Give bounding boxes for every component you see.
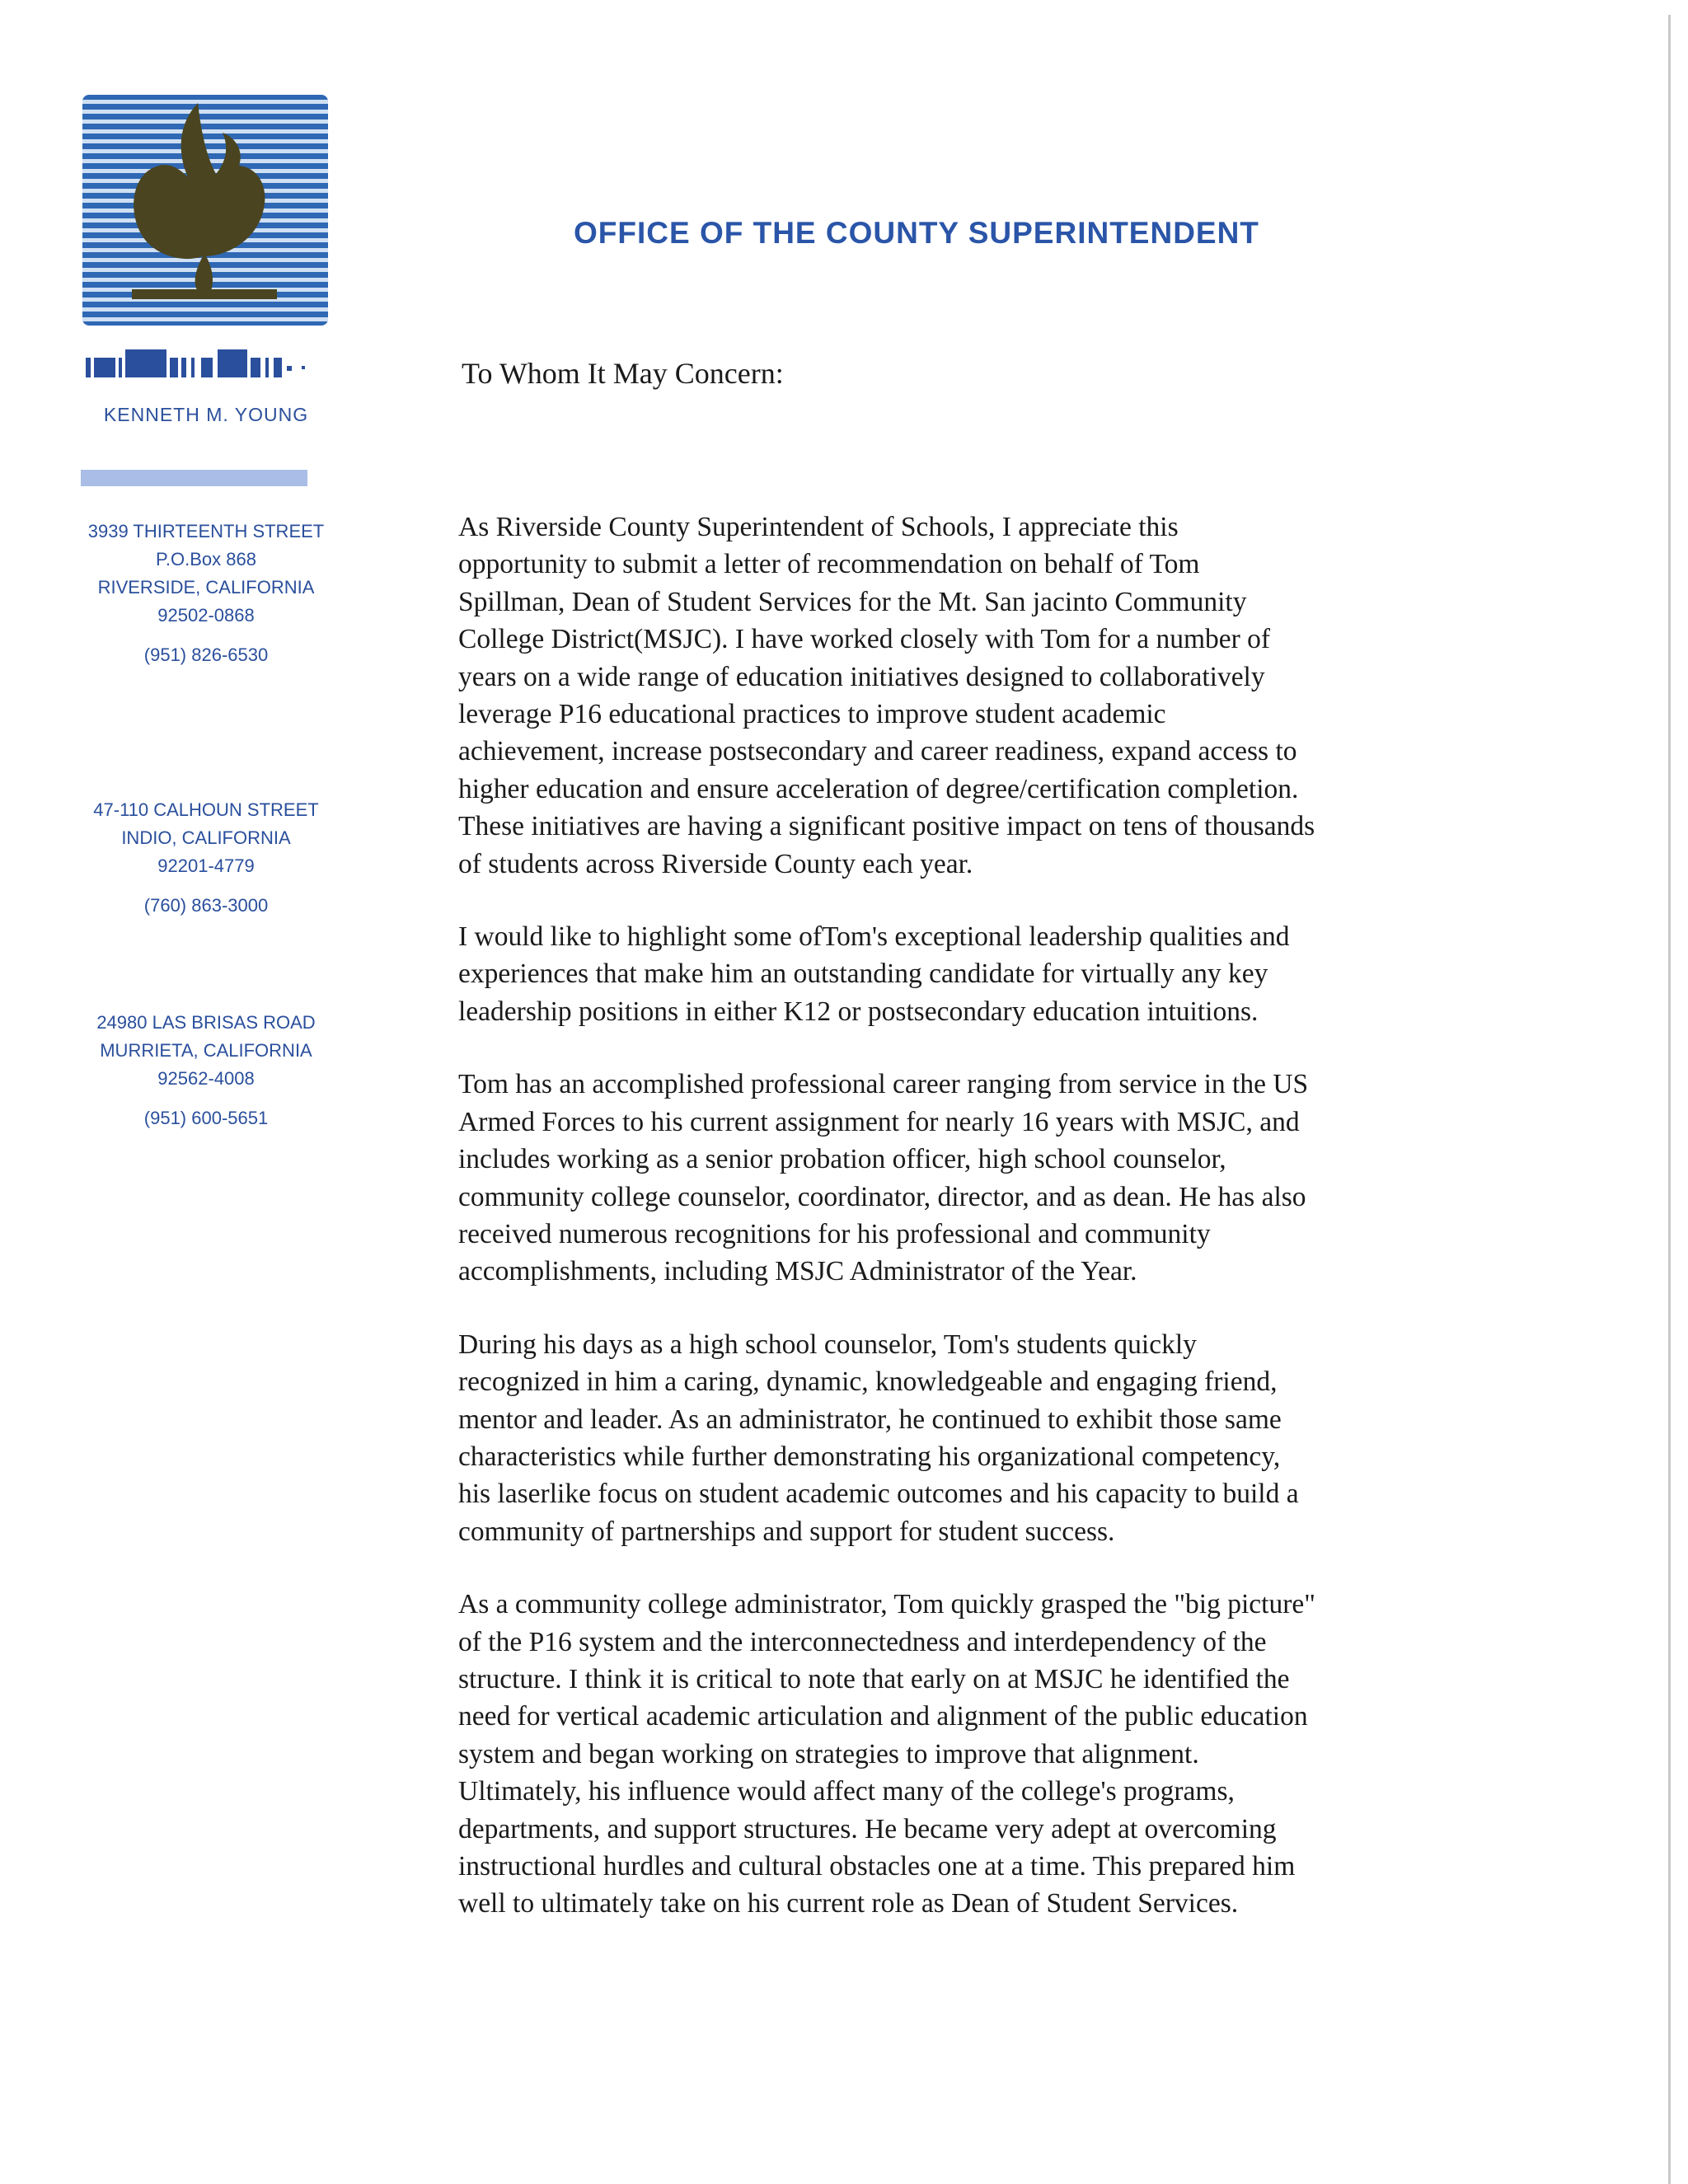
office-murrieta — [66, 1009, 346, 1132]
county-seal-strip — [86, 346, 325, 379]
flame-emblem-icon — [82, 95, 328, 326]
sidebar-divider — [81, 470, 307, 486]
office-street: 47-110 CALHOUN STREET — [93, 799, 319, 820]
office-city: RIVERSIDE, CALIFORNIA — [97, 577, 315, 598]
office-street: 24980 LAS BRISAS ROAD — [96, 1012, 316, 1033]
letterhead-title: OFFICE OF THE COUNTY SUPERINTENDENT — [574, 216, 1259, 250]
letter-paragraph: Tom has an accomplished professional career ranging from service in the US Armed Forces to his current assignment for nearly 16 years with MSJC, and includes working as a senior probation officer, high school counselor, community college counselor, coordinator, director, and as dean. He has also received numerous recognitions for his professional and community accomplishments, including MSJC Administrator of the Year. — [458, 1069, 1309, 1287]
office-zip: 92562-4008 — [157, 1068, 255, 1089]
letter-paragraph: As Riverside County Superintendent of Schools, I appreciate this opportunity to submit a letter of recommendation on behalf of Tom Spillman, Dean of Student Services for the Mt. San jacinto Community College District(MSJC). I have worked closely with Tom for a number of years on a wide range of education initiatives designed to collaboratively leverage P16 educational practices to improve student academic achievement, increase postsecondary and career readiness, expand access to higher education and ensure acceleration of degree/certification completion. These initiatives are having a significant positive impact on tens of thousands of students across Riverside County each year. — [458, 512, 1315, 879]
office-phone: (951) 600-5651 — [143, 1108, 269, 1128]
office-indio — [66, 796, 346, 920]
page-edge-line — [1668, 15, 1671, 2184]
letter-paragraph: During his days as a high school counselor, Tom's students quickly recognized in him a caring, dynamic, knowledgeable and engaging friend, mentor and leader. As an administrator, he continued to exhibit those same characteristics while further demonstrating his organizational competency, his laserlike focus on student academic outcomes and his capacity to build a community of partnerships and support for student success. — [458, 1329, 1299, 1547]
office-riverside — [66, 518, 346, 669]
office-po-box: P.O.Box 868 — [156, 549, 256, 569]
superintendent-name: KENNETH M. YOUNG — [103, 404, 309, 425]
office-zip: 92502-0868 — [157, 605, 255, 626]
letter-body — [458, 509, 1480, 1958]
office-city: INDIO, CALIFORNIA — [121, 827, 291, 848]
office-phone: (760) 863-3000 — [143, 895, 269, 916]
office-zip: 92201-4779 — [157, 855, 255, 876]
letter-greeting: To Whom It May Concern: — [462, 357, 784, 390]
letter-paragraph: I would like to highlight some ofTom's exceptional leadership qualities and experiences that make him an outstanding candidate for virtually any key leadership positions in either K12 or postsecondary education intuitions. — [458, 921, 1290, 1027]
office-street: 3939 THIRTEENTH STREET — [87, 521, 325, 541]
letter-paragraph: As a community college administrator, Tom quickly grasped the "big picture" of the P16 system and the interconnectedness and interdependency of the structure. I think it is critical to note that early on at MSJC he identified the need for vertical academic articulation and alignment of the public education system and began working on strategies to improve that alignment. Ultimately, his influence would affect many of the college's programs, departments, and support structures. He became very adept at overcoming instructional hurdles and cultural obstacles one at a time. This prepared him well to ultimately take on his current role as Dean of Student Services. — [458, 1589, 1315, 1919]
office-city: MURRIETA, CALIFORNIA — [100, 1040, 312, 1061]
office-phone: (951) 826-6530 — [143, 644, 269, 665]
